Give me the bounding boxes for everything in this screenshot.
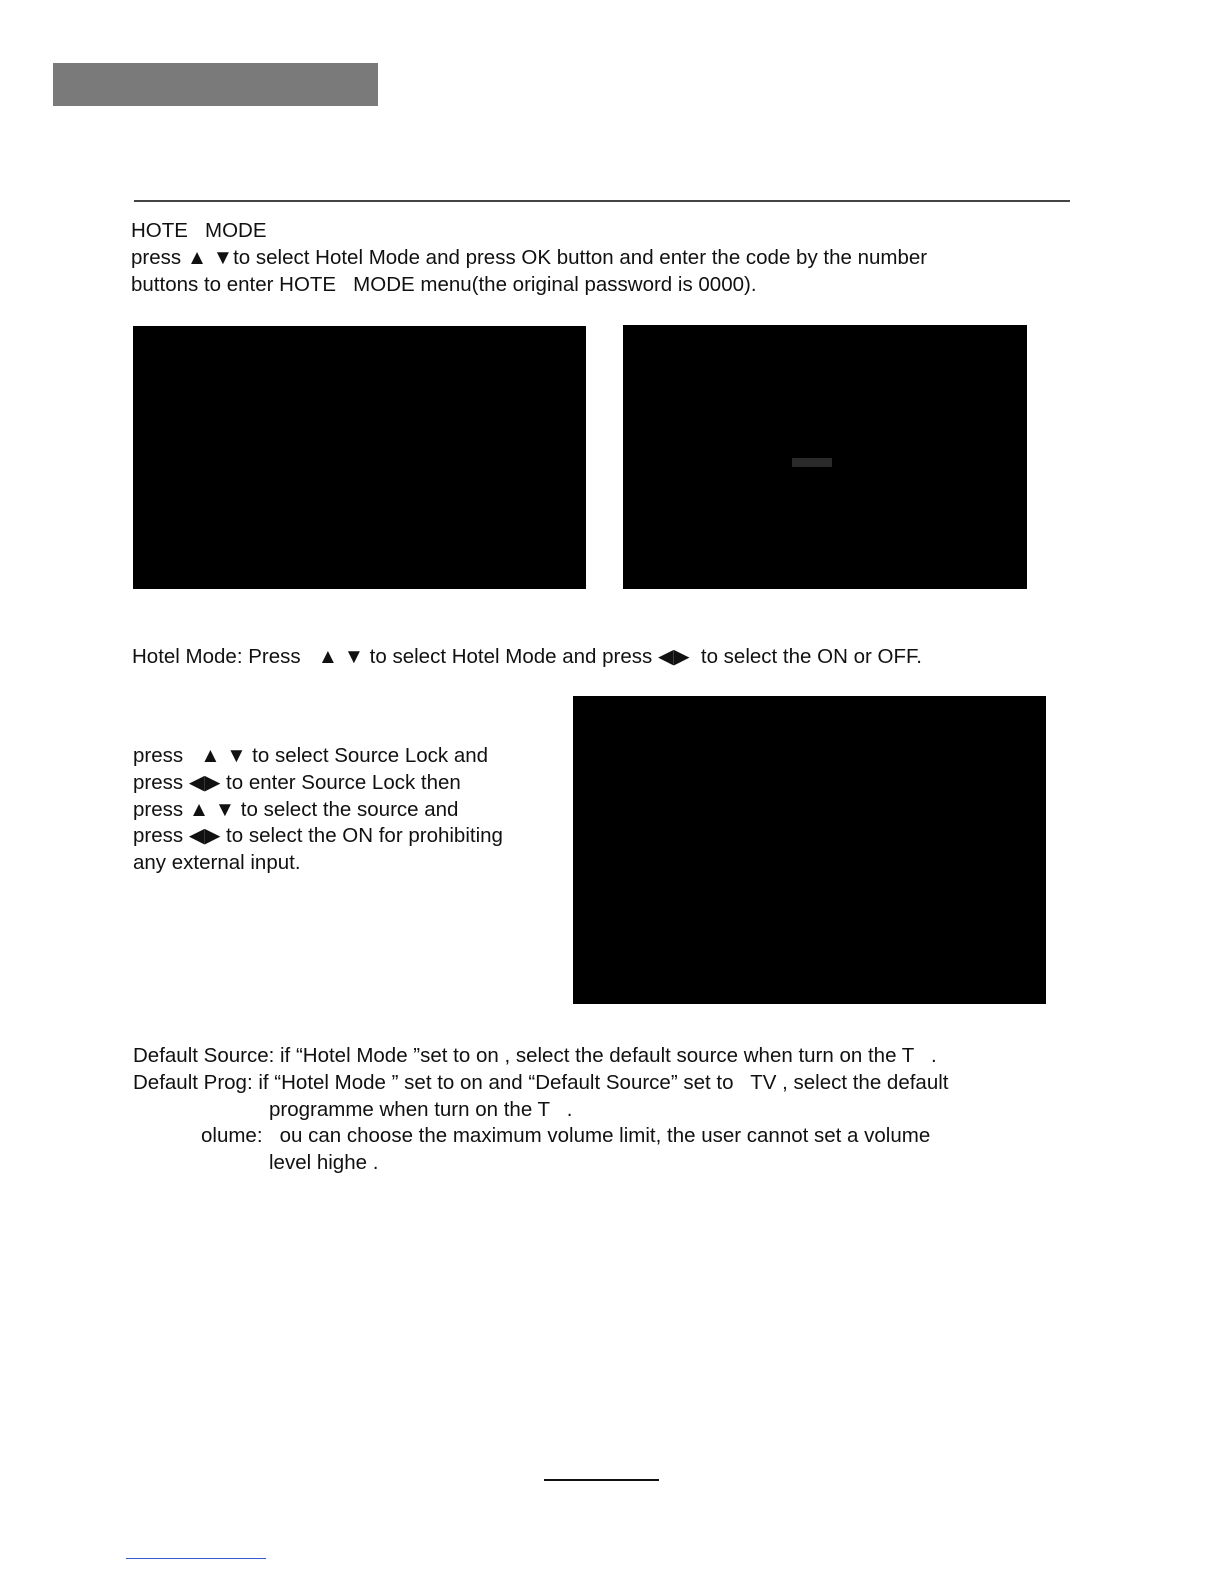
source-lock-line-3: press ▲ ▼ to select the source and: [133, 798, 459, 821]
footer-line: [126, 1558, 266, 1559]
default-source-text: Default Source: if “Hotel Mode ”set to on , select the default source when turn on the T .: [133, 1044, 937, 1067]
password-field-mark: [792, 458, 832, 467]
section-header-bar: [53, 63, 378, 106]
horizontal-rule: [134, 200, 1070, 202]
source-lock-line-2: press ◀▶ to enter Source Lock then: [133, 771, 461, 794]
volume-text: olume: ou can choose the maximum volume limit, the user cannot set a volume: [201, 1124, 931, 1147]
intro-line-2: buttons to enter HOTE MODE menu(the original password is 0000).: [131, 273, 757, 296]
source-lock-line-1: press ▲ ▼ to select Source Lock and: [133, 744, 489, 767]
default-prog-text: Default Prog: if “Hotel Mode ” set to on and “Default Source” set to TV , select the default: [133, 1071, 949, 1094]
section-heading: HOTE MODE: [131, 219, 267, 242]
volume-continuation: level highe .: [269, 1151, 379, 1174]
default-prog-continuation: programme when turn on the T .: [269, 1098, 573, 1121]
page-number-underline: [544, 1479, 659, 1481]
hotel-mode-instruction: Hotel Mode: Press ▲ ▼ to select Hotel Mode and press ◀▶ to select the ON or OFF.: [132, 645, 922, 668]
source-lock-line-5: any external input.: [133, 851, 301, 874]
source-lock-line-4: press ◀▶ to select the ON for prohibiting: [133, 824, 503, 847]
menu-screenshot-1: [133, 326, 586, 589]
password-screenshot: [623, 325, 1027, 589]
source-lock-screenshot: [573, 696, 1046, 1004]
intro-line-1: press ▲ ▼to select Hotel Mode and press OK button and enter the code by the number: [131, 246, 928, 269]
